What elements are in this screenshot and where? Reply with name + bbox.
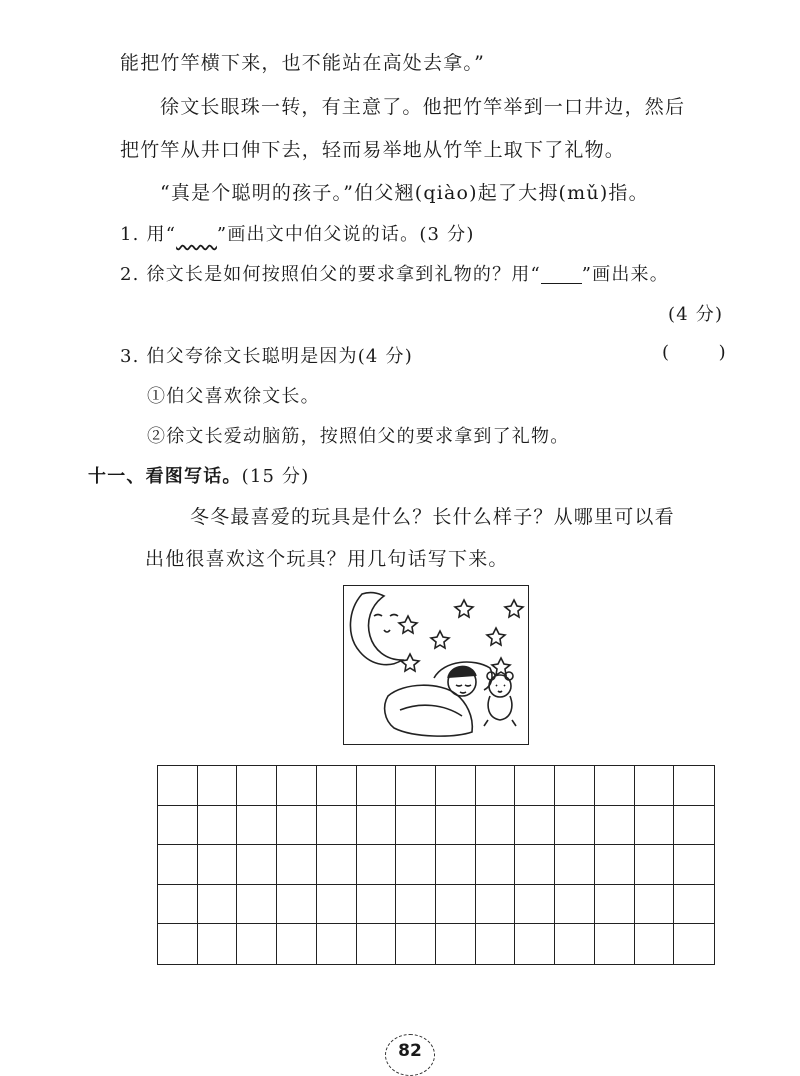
grid-cell[interactable]: [674, 885, 714, 925]
grid-cell[interactable]: [476, 924, 516, 964]
grid-cell[interactable]: [436, 924, 476, 964]
story-line-3: 把竹竿从井口伸下去，轻而易举地从竹竿上取下了礼物。: [120, 139, 626, 161]
grid-cell[interactable]: [158, 766, 198, 806]
grid-cell[interactable]: [357, 885, 397, 925]
question-2: [120, 260, 669, 286]
teddy-bear-icon: [489, 675, 511, 697]
page-number: 82: [398, 1041, 422, 1061]
question-1: [120, 220, 475, 246]
grid-cell[interactable]: [555, 845, 595, 885]
grid-cell[interactable]: [635, 806, 675, 846]
grid-cell[interactable]: [357, 806, 397, 846]
grid-cell[interactable]: [515, 806, 555, 846]
grid-cell[interactable]: [198, 845, 238, 885]
section-heading: [88, 462, 309, 488]
grid-cell[interactable]: [317, 806, 357, 846]
option-1: ①伯父喜欢徐文长。: [147, 386, 320, 407]
grid-cell[interactable]: [515, 885, 555, 925]
grid-cell[interactable]: [158, 806, 198, 846]
star-icon: [455, 600, 473, 617]
grid-cell[interactable]: [198, 806, 238, 846]
grid-cell[interactable]: [555, 885, 595, 925]
question-2-suffix: ”画出来。: [581, 264, 669, 285]
grid-cell[interactable]: [158, 924, 198, 964]
straight-line-mark: [541, 267, 582, 284]
sleeping-boy-illustration: [343, 585, 529, 745]
grid-cell[interactable]: [595, 885, 635, 925]
grid-cell[interactable]: [396, 766, 436, 806]
grid-cell[interactable]: [396, 885, 436, 925]
grid-cell[interactable]: [277, 806, 317, 846]
grid-cell[interactable]: [277, 766, 317, 806]
grid-cell[interactable]: [237, 766, 277, 806]
grid-cell[interactable]: [317, 845, 357, 885]
grid-cell[interactable]: [357, 766, 397, 806]
story-line-1: 能把竹竿横下来，也不能站在高处去拿。”: [120, 52, 486, 74]
grid-cell[interactable]: [357, 924, 397, 964]
grid-cell[interactable]: [436, 806, 476, 846]
grid-cell[interactable]: [595, 845, 635, 885]
question-2-prefix: 2. 徐文长是如何按照伯父的要求拿到礼物的？用“: [120, 264, 541, 285]
illustration-drawing: [344, 586, 527, 743]
grid-cell[interactable]: [674, 766, 714, 806]
moon-icon: [350, 593, 402, 665]
grid-cell[interactable]: [436, 845, 476, 885]
grid-cell[interactable]: [198, 766, 238, 806]
grid-cell[interactable]: [198, 924, 238, 964]
grid-cell[interactable]: [436, 885, 476, 925]
grid-cell[interactable]: [237, 924, 277, 964]
question-1-suffix: ”画出文中伯父说的话。(3 分): [216, 224, 475, 245]
grid-cell[interactable]: [555, 924, 595, 964]
grid-cell[interactable]: [396, 845, 436, 885]
grid-cell[interactable]: [396, 924, 436, 964]
grid-cell[interactable]: [635, 885, 675, 925]
grid-cell[interactable]: [476, 845, 516, 885]
grid-cell[interactable]: [595, 924, 635, 964]
grid-cell[interactable]: [674, 845, 714, 885]
grid-cell[interactable]: [595, 806, 635, 846]
grid-cell[interactable]: [277, 845, 317, 885]
grid-cell[interactable]: [595, 766, 635, 806]
grid-cell[interactable]: [158, 845, 198, 885]
grid-cell[interactable]: [277, 885, 317, 925]
star-icon: [401, 654, 419, 671]
page-number-badge: [385, 1034, 435, 1076]
prompt-line-2: 出他很喜欢这个玩具？用几句话写下来。: [145, 548, 509, 570]
star-icon: [399, 616, 417, 633]
grid-cell[interactable]: [158, 885, 198, 925]
grid-cell[interactable]: [635, 845, 675, 885]
question-2-score: (4 分): [668, 304, 724, 325]
grid-cell[interactable]: [674, 806, 714, 846]
writing-grid[interactable]: [157, 765, 715, 965]
wavy-line-mark: [176, 224, 217, 245]
grid-cell[interactable]: [317, 885, 357, 925]
question-1-prefix: 1. 用“: [120, 224, 177, 245]
star-icon: [487, 628, 505, 645]
grid-cell[interactable]: [635, 924, 675, 964]
grid-cell[interactable]: [357, 845, 397, 885]
grid-cell[interactable]: [476, 806, 516, 846]
grid-cell[interactable]: [436, 766, 476, 806]
grid-cell[interactable]: [555, 806, 595, 846]
grid-cell[interactable]: [476, 885, 516, 925]
grid-cell[interactable]: [515, 766, 555, 806]
story-line-4: “真是个聪明的孩子。”伯父翘(qiào)起了大拇(mǔ)指。: [160, 182, 649, 204]
story-line-2: 徐文长眼珠一转，有主意了。他把竹竿举到一口井边，然后: [160, 96, 686, 118]
grid-cell[interactable]: [515, 845, 555, 885]
answer-brackets[interactable]: ( ): [662, 342, 727, 363]
section-title: 十一、看图写话。: [88, 466, 242, 487]
grid-cell[interactable]: [476, 766, 516, 806]
grid-cell[interactable]: [237, 885, 277, 925]
section-score: (15 分): [241, 466, 310, 487]
question-3: 3. 伯父夸徐文长聪明是因为(4 分): [120, 346, 413, 367]
grid-cell[interactable]: [515, 924, 555, 964]
prompt-line-1: 冬冬最喜爱的玩具是什么？长什么样子？从哪里可以看: [190, 506, 675, 528]
grid-cell[interactable]: [317, 766, 357, 806]
grid-cell[interactable]: [237, 806, 277, 846]
star-icon: [431, 631, 449, 648]
grid-cell[interactable]: [396, 806, 436, 846]
grid-cell[interactable]: [635, 766, 675, 806]
grid-cell[interactable]: [674, 924, 714, 964]
grid-cell[interactable]: [237, 845, 277, 885]
option-2: ②徐文长爱动脑筋，按照伯父的要求拿到了礼物。: [147, 426, 570, 447]
star-icon: [505, 600, 523, 617]
grid-cell[interactable]: [277, 924, 317, 964]
grid-cell[interactable]: [317, 924, 357, 964]
grid-cell[interactable]: [198, 885, 238, 925]
grid-cell[interactable]: [555, 766, 595, 806]
